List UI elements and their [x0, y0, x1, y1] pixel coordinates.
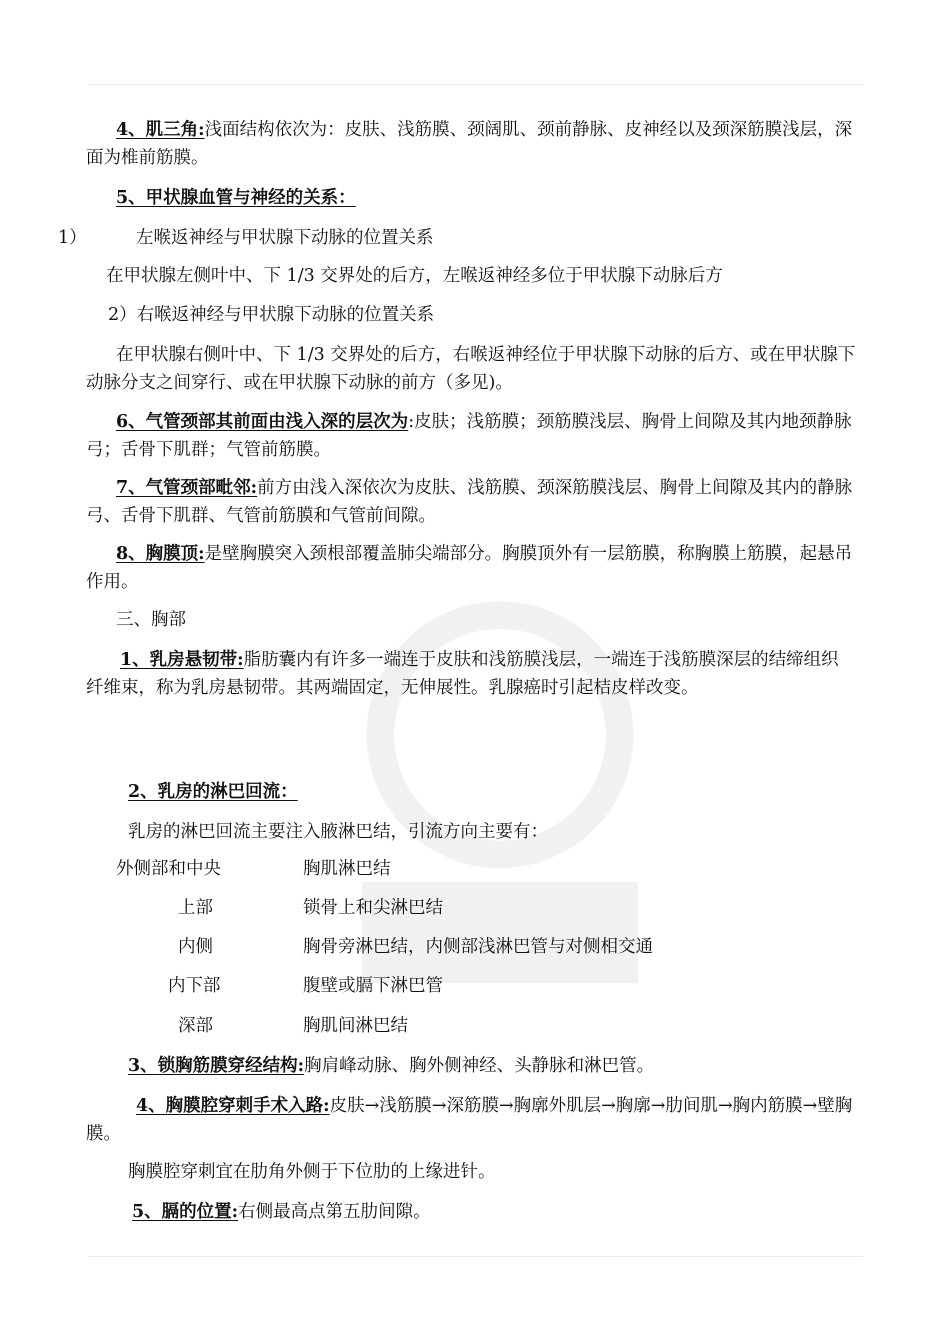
text-diaphragm: 右侧最高点第五肋间隙。	[238, 1202, 431, 1222]
heading-breast-lymph	[128, 778, 898, 806]
heading-thyroid-text: 5、甲状腺血管与神经的关系：	[116, 188, 356, 208]
heading-clavipectoral: 3、锁胸筋膜穿经结构:	[128, 1056, 305, 1076]
heading-trachea-adjacent: 7、气管颈部毗邻:	[116, 478, 258, 498]
sub2-text: 在甲状腺右侧叶中、下 1/3 交界处的后方，右喉返神经位于甲状腺下动脉的后方、或在甲状腺下动脉分支之间穿行、或在甲状腺下动脉的前方（多见)。	[86, 345, 856, 393]
heading-thoracentesis: 4、胸膜腔穿刺手术入路:	[136, 1096, 330, 1116]
lymph-dest: 胸肌淋巴结	[303, 859, 391, 879]
heading-suspensory-ligament: 1、乳房悬韧带:	[120, 650, 244, 670]
text-trachea-adjacent: 前方由浅入深依次为皮肤、浅筋膜、颈深筋膜浅层、胸骨上间隙及其内的静脉弓、舌骨下肌群、气管前筋膜和气管前间隙。	[86, 478, 853, 526]
para-muscle-triangle	[86, 116, 856, 172]
text-pleura-cupula: 是壁胸膜突入颈根部覆盖肺尖端部分。胸膜顶外有一层筋膜，称胸膜上筋膜，起悬吊作用。	[86, 544, 853, 592]
text-clavipectoral: 胸肩峰动脉、胸外侧神经、头静脉和淋巴管。	[304, 1056, 655, 1076]
para-clavipectoral	[128, 1052, 898, 1080]
heading-breast-lymph-text: 2、乳房的淋巴回流：	[128, 782, 298, 802]
thoracentesis-note: 胸膜腔穿刺宜在肋角外侧于下位肋的上缘进针。	[128, 1162, 496, 1182]
lymph-dest: 锁骨上和尖淋巴结	[303, 898, 443, 918]
sub1-title-text: 左喉返神经与甲状腺下动脉的位置关系	[136, 228, 434, 248]
para-trachea-layers	[86, 408, 856, 464]
lymph-region: 外侧部和中央	[116, 859, 221, 879]
para-trachea-adjacent	[86, 474, 856, 530]
text-muscle-triangle: 浅面结构依次为：皮肤、浅筋膜、颈阔肌、颈前静脉、皮神经以及颈深筋膜浅层，深面为椎前筋膜。	[86, 120, 853, 168]
para-pleura-cupula	[86, 540, 856, 596]
section-chest-title: 三、胸部	[116, 610, 186, 630]
lymph-region: 上部	[178, 898, 213, 918]
sub1-number: 1）	[58, 228, 87, 248]
lymph-dest: 胸骨旁淋巴结，内侧部浅淋巴管与对侧相交通	[303, 937, 653, 957]
breast-lymph-intro: 乳房的淋巴回流主要注入腋淋巴结，引流方向主要有：	[128, 822, 548, 842]
lymph-region: 内下部	[168, 976, 221, 996]
text-suspensory-ligament: 脂肪囊内有许多一端连于皮肤和浅筋膜浅层，一端连于浅筋膜深层的结缔组织纤维束，称为乳房悬韧带。其两端固定，无伸展性。乳腺癌时引起桔皮样改变。	[86, 650, 839, 698]
sub1-title	[58, 224, 828, 252]
text-thoracentesis: 皮肤→浅筋膜→深筋膜→胸廓外肌层→胸廓→肋间肌→胸内筋膜→壁胸膜。	[86, 1096, 853, 1144]
para-suspensory-ligament	[86, 646, 856, 702]
heading-trachea-layers: 6、气管颈部其前面由浅入深的层次为	[116, 412, 409, 432]
lymph-dest: 腹壁或膈下淋巴管	[303, 976, 443, 996]
lymph-region: 内侧	[178, 937, 213, 957]
footer-rule	[88, 1256, 863, 1257]
text-trachea-layers: :皮肤；浅筋膜；颈筋膜浅层、胸骨上间隙及其内地颈静脉弓；舌骨下肌群；气管前筋膜。	[86, 412, 852, 460]
para-thoracentesis	[86, 1092, 856, 1148]
heading-pleura-cupula: 8、胸膜顶:	[116, 544, 205, 564]
heading-muscle-triangle: 4、肌三角:	[116, 120, 205, 140]
para-diaphragm	[132, 1198, 902, 1226]
lymph-dest: 胸肌间淋巴结	[303, 1016, 408, 1036]
lymph-region: 深部	[178, 1016, 213, 1036]
sub1-text: 在甲状腺左侧叶中、下 1/3 交界处的后方，左喉返神经多位于甲状腺下动脉后方	[106, 266, 723, 286]
header-rule	[88, 84, 863, 85]
heading-thyroid-relations	[116, 184, 886, 212]
sub2-title: 2）右喉返神经与甲状腺下动脉的位置关系	[108, 305, 435, 325]
heading-diaphragm: 5、膈的位置:	[132, 1202, 239, 1222]
